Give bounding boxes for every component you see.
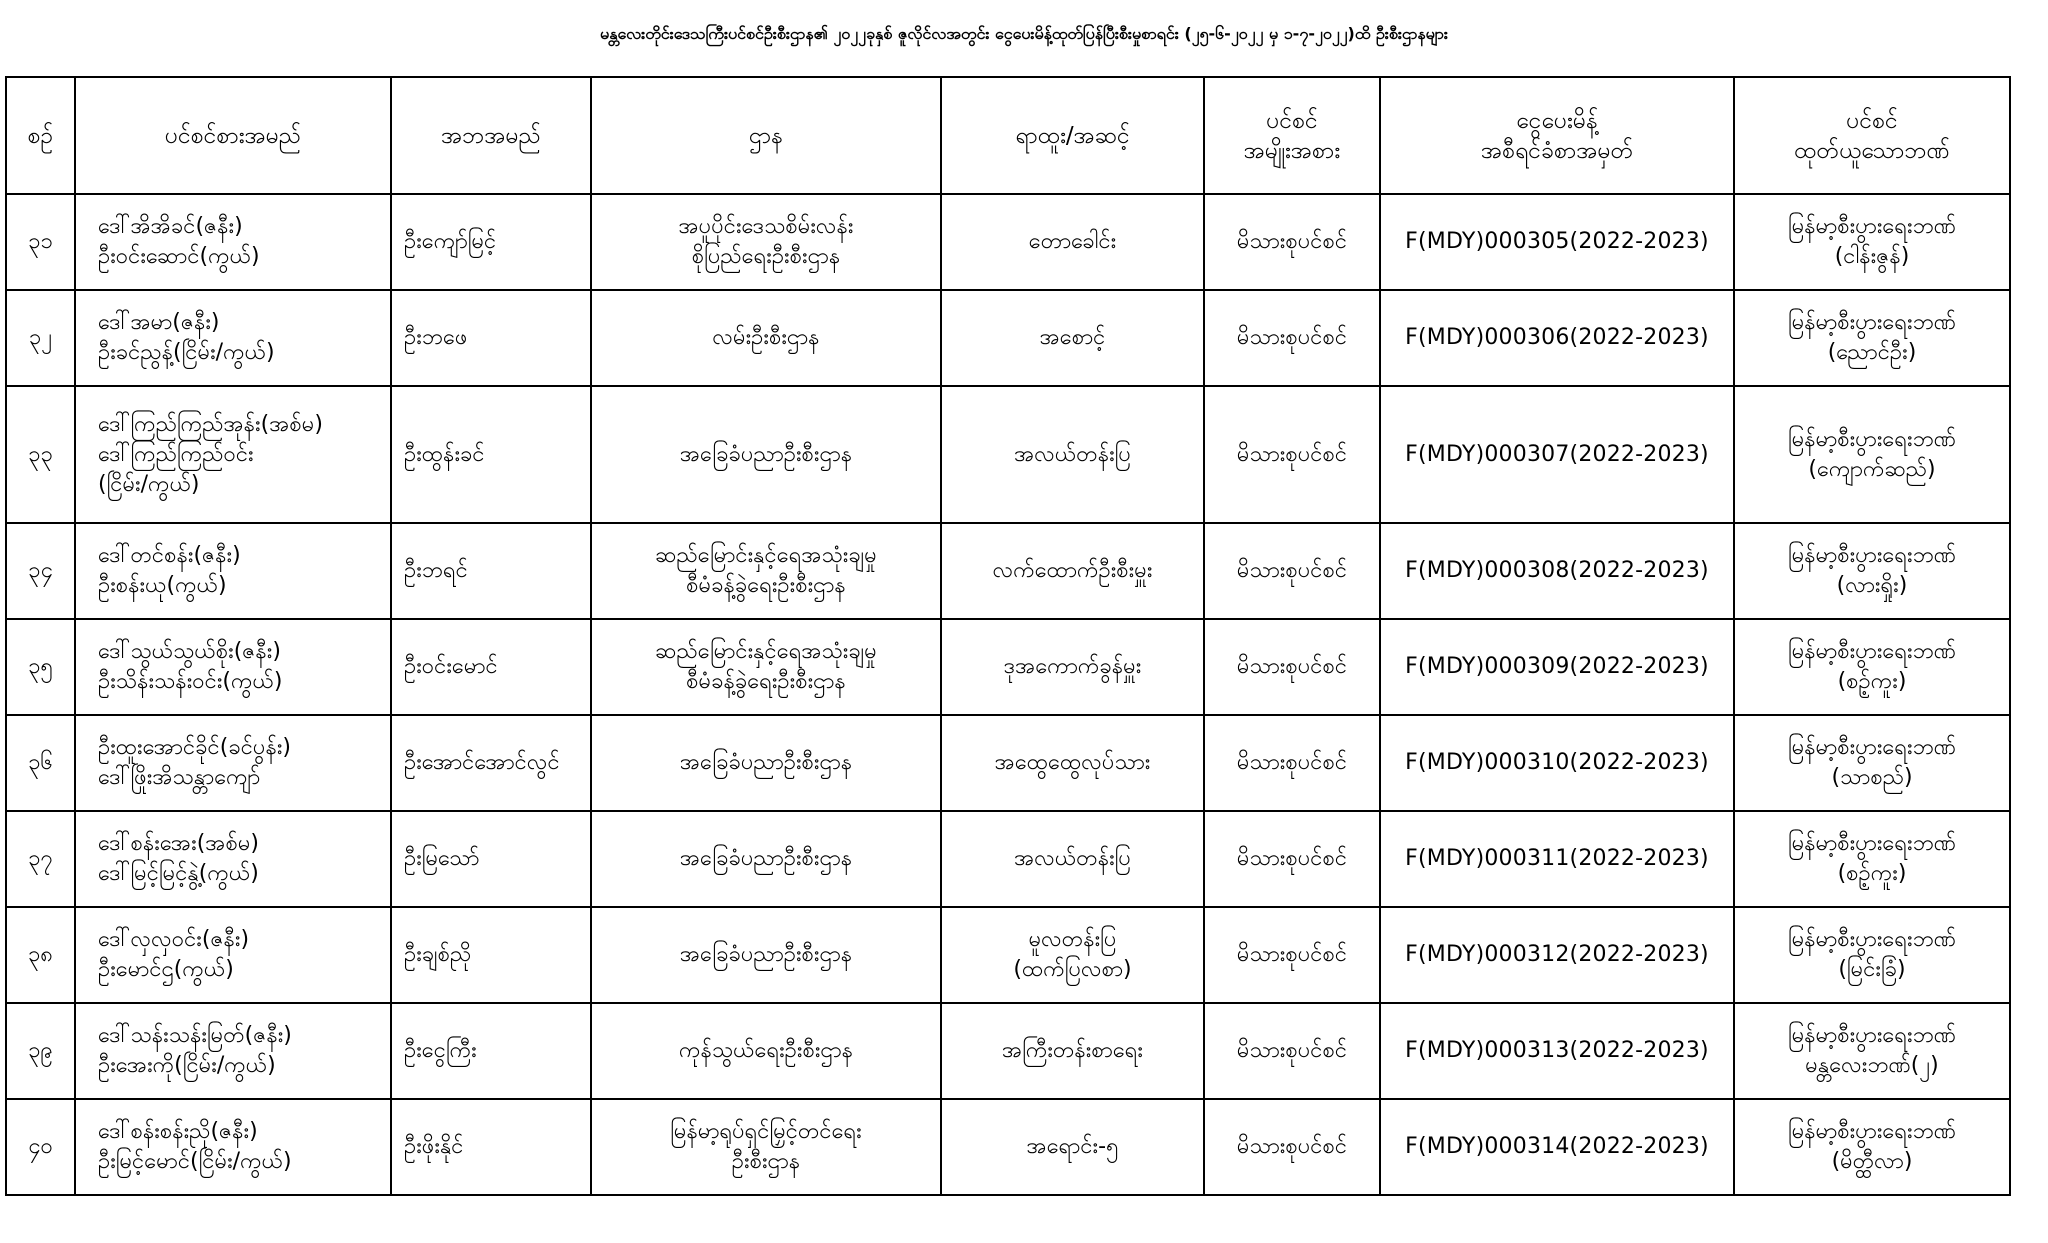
cell-pensioner-name xyxy=(75,907,391,1003)
cell-bank-line: မြန်မာ့စီးပွားရေးဘဏ် xyxy=(1788,543,1956,568)
cell-rank xyxy=(941,194,1204,290)
table-row xyxy=(6,386,2010,523)
cell-pensioner-name-line: ဦးခင်ညွန့်(ငြိမ်း/ကွယ်) xyxy=(98,340,275,365)
cell-pension-type-text: မိသားစုပင်စင် xyxy=(1236,846,1348,871)
cell-pensioner-name-line: ဒေါ်ဖြိုးအိသန္တာကျော် xyxy=(98,765,261,790)
cell-reg-no xyxy=(1380,290,1734,386)
cell-department xyxy=(591,619,941,715)
cell-pensioner-name-line: ဒေါ်တင်စန်း(ဇနီး) xyxy=(98,543,241,568)
cell-reg-no-text: F(MDY)000312(2022-2023) xyxy=(1405,942,1709,967)
cell-no xyxy=(6,523,75,619)
cell-rank-line: အရောင်း-၅ xyxy=(1026,1134,1119,1159)
cell-bank-line: မြန်မာ့စီးပွားရေးဘဏ် xyxy=(1788,927,1956,952)
cell-father-name xyxy=(391,907,591,1003)
cell-bank-line: မြန်မာ့စီးပွားရေးဘဏ် xyxy=(1788,310,1956,335)
cell-department-line: ဆည်မြောင်းနှင့်ရေအသုံးချမှု xyxy=(655,543,877,568)
cell-no-text: ၃၃ xyxy=(28,441,53,467)
cell-pension-type-text: မိသားစုပင်စင် xyxy=(1236,942,1348,967)
cell-no-text: ၃၈ xyxy=(28,942,53,967)
cell-department xyxy=(591,1099,941,1195)
cell-department xyxy=(591,194,941,290)
cell-reg-no-text: F(MDY)000306(2022-2023) xyxy=(1405,325,1709,350)
cell-reg-no xyxy=(1380,1099,1734,1195)
cell-department xyxy=(591,290,941,386)
cell-pensioner-name-line: (ငြိမ်း/ကွယ်) xyxy=(98,471,200,497)
cell-no-text: ၃၄ xyxy=(28,558,53,583)
cell-pension-type xyxy=(1204,811,1380,907)
table-row xyxy=(6,907,2010,1003)
cell-pension-type xyxy=(1204,290,1380,386)
table-row xyxy=(6,1099,2010,1195)
header-pension-type: ပင်စင် အမျိုးအစား xyxy=(1204,77,1380,194)
cell-pension-type-text: မိသားစုပင်စင် xyxy=(1236,441,1348,467)
cell-no xyxy=(6,907,75,1003)
cell-father-name-text: ဦးကျော်မြင့် xyxy=(404,229,497,254)
cell-bank-line: မြန်မာ့စီးပွားရေးဘဏ် xyxy=(1788,426,1956,452)
cell-rank-line: ဒုအကောက်ခွန်မှူး xyxy=(1003,654,1142,679)
cell-pension-type xyxy=(1204,194,1380,290)
cell-reg-no-text: F(MDY)000305(2022-2023) xyxy=(1405,229,1709,254)
table-row xyxy=(6,523,2010,619)
cell-no xyxy=(6,1003,75,1099)
cell-rank xyxy=(941,1099,1204,1195)
cell-pension-type xyxy=(1204,907,1380,1003)
cell-bank-line: (ကျောက်ဆည်) xyxy=(1808,456,1936,482)
table-row xyxy=(6,290,2010,386)
cell-department-line: အခြေခံပညာဦးစီးဌာန xyxy=(679,846,853,871)
cell-pensioner-name-line: ဦးဝင်းဆောင်(ကွယ်) xyxy=(98,244,260,269)
cell-bank xyxy=(1734,1003,2010,1099)
cell-father-name xyxy=(391,194,591,290)
cell-pension-type-text: မိသားစုပင်စင် xyxy=(1236,558,1348,583)
cell-no-text: ၄၀ xyxy=(28,1134,53,1159)
cell-rank-line: အလယ်တန်းပြ xyxy=(1014,846,1131,871)
cell-reg-no-text: F(MDY)000309(2022-2023) xyxy=(1405,654,1709,679)
header-department: ဌာန xyxy=(591,77,941,194)
cell-pension-type-text: မိသားစုပင်စင် xyxy=(1236,1038,1348,1063)
cell-reg-no-text: F(MDY)000311(2022-2023) xyxy=(1405,846,1709,871)
cell-pensioner-name-line: ဒေါ်စန်းစန်းညို(ဇနီး) xyxy=(98,1119,258,1144)
cell-rank-line: အထွေထွေလုပ်သား xyxy=(994,750,1151,775)
cell-rank xyxy=(941,386,1204,523)
cell-no xyxy=(6,386,75,523)
cell-no-text: ၃၁ xyxy=(28,229,53,254)
cell-department xyxy=(591,811,941,907)
cell-rank-line: တောခေါင်း xyxy=(1028,229,1117,254)
cell-father-name-text: ဦးဝင်းမောင် xyxy=(404,654,498,679)
cell-department xyxy=(591,715,941,811)
cell-department-line: အခြေခံပညာဦးစီးဌာန xyxy=(679,750,853,775)
cell-reg-no xyxy=(1380,715,1734,811)
cell-department xyxy=(591,1003,941,1099)
cell-pensioner-name xyxy=(75,386,391,523)
cell-department-line: မြန်မာ့ရုပ်ရှင်မြှင့်တင်ရေး xyxy=(670,1119,862,1144)
cell-bank-line: မြန်မာ့စီးပွားရေးဘဏ် xyxy=(1788,1023,1956,1048)
cell-bank xyxy=(1734,290,2010,386)
cell-department xyxy=(591,907,941,1003)
cell-rank xyxy=(941,907,1204,1003)
table-row xyxy=(6,619,2010,715)
cell-pension-type-text: မိသားစုပင်စင် xyxy=(1236,229,1348,254)
cell-pensioner-name-line: ဦးစန်းယု(ကွယ်) xyxy=(98,573,227,598)
header-no: စဉ် xyxy=(6,77,75,194)
cell-reg-no-text: F(MDY)000308(2022-2023) xyxy=(1405,558,1709,583)
cell-reg-no-text: F(MDY)000310(2022-2023) xyxy=(1405,750,1709,775)
cell-department xyxy=(591,523,941,619)
cell-rank xyxy=(941,811,1204,907)
cell-father-name xyxy=(391,1099,591,1195)
cell-pensioner-name-line: ဒေါ်သန်းသန်းမြတ်(ဇနီး) xyxy=(98,1023,292,1048)
cell-rank-line: အကြီးတန်းစာရေး xyxy=(1002,1038,1143,1063)
cell-father-name-text: ဦးဘဖေ xyxy=(404,325,468,350)
cell-bank-line: မြန်မာ့စီးပွားရေးဘဏ် xyxy=(1788,639,1956,664)
cell-rank xyxy=(941,619,1204,715)
cell-reg-no-text: F(MDY)000307(2022-2023) xyxy=(1405,441,1709,467)
table-row xyxy=(6,194,2010,290)
cell-reg-no xyxy=(1380,811,1734,907)
cell-reg-no xyxy=(1380,194,1734,290)
cell-bank-line: (လားရှိုး) xyxy=(1836,573,1908,598)
cell-father-name-text: ဦးဘရင် xyxy=(404,558,468,583)
table-row xyxy=(6,811,2010,907)
cell-bank-line: (သာစည်) xyxy=(1831,765,1913,790)
cell-pensioner-name-line: ဒေါ်လှလှဝင်း(ဇနီး) xyxy=(98,927,250,952)
cell-reg-no-text: F(MDY)000314(2022-2023) xyxy=(1405,1134,1709,1159)
cell-rank xyxy=(941,523,1204,619)
cell-department-line: ကုန်သွယ်ရေးဦးစီးဌာန xyxy=(678,1038,854,1063)
cell-rank xyxy=(941,290,1204,386)
header-bank: ပင်စင် ထုတ်ယူသောဘဏ် xyxy=(1734,77,2010,194)
cell-bank-line: (ညောင်ဦး) xyxy=(1827,340,1917,365)
cell-department-line: ဆည်မြောင်းနှင့်ရေအသုံးချမှု xyxy=(655,639,877,664)
cell-no-text: ၃၂ xyxy=(28,325,53,350)
cell-bank-line: (မြင်းခြံ) xyxy=(1838,957,1906,982)
cell-rank-line: မူလတန်းပြ xyxy=(1028,927,1117,952)
cell-father-name xyxy=(391,619,591,715)
cell-department-line: စိုပြည်ရေးဦးစီးဌာန xyxy=(691,244,841,269)
cell-pensioner-name xyxy=(75,523,391,619)
cell-rank xyxy=(941,715,1204,811)
cell-father-name-text: ဦးဖိုးနိုင် xyxy=(404,1134,464,1159)
cell-bank-line: မြန်မာ့စီးပွားရေးဘဏ် xyxy=(1788,214,1956,239)
cell-no-text: ၃၉ xyxy=(28,1038,53,1063)
cell-bank xyxy=(1734,1099,2010,1195)
cell-no xyxy=(6,619,75,715)
cell-pensioner-name-line: ဦးထူးအောင်ခိုင်(ခင်ပွန်း) xyxy=(98,735,292,760)
cell-department-line: စီမံခန့်ခွဲရေးဦးစီးဌာန xyxy=(686,669,846,694)
cell-pension-type-text: မိသားစုပင်စင် xyxy=(1236,325,1348,350)
cell-father-name xyxy=(391,386,591,523)
cell-pensioner-name xyxy=(75,1003,391,1099)
cell-pensioner-name-line: ဒေါ်ကြည်ကြည်အုန်း(အစ်မ) xyxy=(98,411,323,437)
cell-bank-line: မြန်မာ့စီးပွားရေးဘဏ် xyxy=(1788,1119,1956,1144)
cell-father-name xyxy=(391,811,591,907)
cell-department-line: အခြေခံပညာဦးစီးဌာန xyxy=(679,942,853,967)
cell-rank-line: (ထက်ပြလစာ) xyxy=(1013,957,1132,982)
cell-bank-line: (စဉ့်ကူး) xyxy=(1837,669,1907,694)
cell-pensioner-name xyxy=(75,194,391,290)
cell-father-name xyxy=(391,290,591,386)
pension-table xyxy=(5,76,2011,1196)
cell-bank xyxy=(1734,811,2010,907)
table-row xyxy=(6,1003,2010,1099)
page-title: မန္တလေးတိုင်းဒေသကြီးပင်စင်ဦးစီးဌာန၏ ၂၀၂၂ခုနှစ် ဇူလိုင်လအတွင်း ငွေပေးမိန့်ထုတ်ပြန်ပြီးစီးမှုစာရင်း (၂၅-၆-၂၀၂၂ မှ ၁-၇-၂၀၂၂)ထိ ဦးစီးဌာနများ xyxy=(600,24,1448,43)
cell-bank xyxy=(1734,194,2010,290)
cell-no xyxy=(6,1099,75,1195)
cell-pensioner-name-line: ဒေါ်စန်းအေး(အစ်မ) xyxy=(98,831,260,856)
cell-pensioner-name-line: ဦးသိန်းသန်းဝင်း(ကွယ်) xyxy=(98,669,283,694)
cell-bank-line: (စဉ့်ကူး) xyxy=(1837,861,1907,886)
cell-pensioner-name xyxy=(75,1099,391,1195)
header-name: ပင်စင်စားအမည် xyxy=(75,77,391,194)
cell-bank-line: မြန်မာ့စီးပွားရေးဘဏ် xyxy=(1788,831,1956,856)
cell-pension-type-text: မိသားစုပင်စင် xyxy=(1236,750,1348,775)
cell-department-line: လမ်းဦးစီးဌာန xyxy=(712,325,820,350)
cell-no-text: ၃၆ xyxy=(28,750,53,775)
cell-father-name-text: ဦးငွေကြီး xyxy=(404,1038,477,1063)
cell-department-line: အခြေခံပညာဦးစီးဌာန xyxy=(679,441,853,467)
table-row xyxy=(6,715,2010,811)
cell-pensioner-name xyxy=(75,715,391,811)
cell-pensioner-name-line: ဦးမြင့်မောင်(ငြိမ်း/ကွယ်) xyxy=(98,1149,292,1174)
cell-reg-no xyxy=(1380,523,1734,619)
cell-pensioner-name xyxy=(75,290,391,386)
cell-pension-type xyxy=(1204,1099,1380,1195)
cell-father-name-text: ဦးအောင်အောင်လွင် xyxy=(404,750,560,775)
cell-father-name xyxy=(391,523,591,619)
cell-bank-line: မန္တလေးဘဏ်(၂) xyxy=(1805,1053,1939,1078)
cell-pensioner-name-line: ဒေါ်မြင့်မြင့်နွဲ့(ကွယ်) xyxy=(98,861,259,886)
cell-father-name-text: ဦးချစ်ညို xyxy=(404,942,472,967)
cell-no xyxy=(6,290,75,386)
cell-pension-type xyxy=(1204,1003,1380,1099)
cell-rank xyxy=(941,1003,1204,1099)
cell-department-line: စီမံခန့်ခွဲရေးဦးစီးဌာန xyxy=(686,573,846,598)
table-body xyxy=(6,194,2010,1195)
cell-reg-no xyxy=(1380,386,1734,523)
cell-department xyxy=(591,386,941,523)
cell-rank-line: လက်ထောက်ဦးစီးမှူး xyxy=(992,558,1153,583)
cell-reg-no xyxy=(1380,907,1734,1003)
cell-rank-line: အလယ်တန်းပြ xyxy=(1014,441,1131,467)
cell-bank-line: မြန်မာ့စီးပွားရေးဘဏ် xyxy=(1788,735,1956,760)
cell-department-line: ဦးစီးဌာန xyxy=(731,1149,801,1174)
cell-pensioner-name xyxy=(75,811,391,907)
cell-father-name xyxy=(391,1003,591,1099)
cell-no xyxy=(6,715,75,811)
cell-department-line: အပူပိုင်းဒေသစိမ်းလန်း xyxy=(678,214,854,239)
header-reg-no: ငွေပေးမိန့် အစီရင်ခံစာအမှတ် xyxy=(1380,77,1734,194)
cell-rank-line: အစောင့် xyxy=(1039,325,1106,350)
cell-father-name-text: ဦးထွန်းခင် xyxy=(404,441,485,467)
cell-pension-type-text: မိသားစုပင်စင် xyxy=(1236,1134,1348,1159)
cell-pension-type xyxy=(1204,619,1380,715)
cell-pension-type xyxy=(1204,715,1380,811)
cell-pension-type xyxy=(1204,523,1380,619)
cell-bank xyxy=(1734,386,2010,523)
cell-pensioner-name-line: ဒေါ်အိအိခင်(ဇနီး) xyxy=(98,214,243,239)
cell-pension-type xyxy=(1204,386,1380,523)
cell-pensioner-name-line: ဒေါ်ကြည်ကြည်ဝင်း xyxy=(98,441,254,467)
cell-bank-line: (မိတ္ထီလာ) xyxy=(1831,1149,1913,1174)
cell-no-text: ၃၅ xyxy=(28,654,53,679)
cell-pensioner-name xyxy=(75,619,391,715)
cell-bank xyxy=(1734,715,2010,811)
cell-no-text: ၃၇ xyxy=(28,846,53,871)
cell-reg-no xyxy=(1380,1003,1734,1099)
cell-bank xyxy=(1734,619,2010,715)
cell-pensioner-name-line: ဒေါ်သွယ်သွယ်စိုး(ဇနီး) xyxy=(98,639,281,664)
cell-pensioner-name-line: ဒေါ်အမာ(ဇနီး) xyxy=(98,310,220,335)
cell-reg-no-text: F(MDY)000313(2022-2023) xyxy=(1405,1038,1709,1063)
cell-no xyxy=(6,194,75,290)
cell-pension-type-text: မိသားစုပင်စင် xyxy=(1236,654,1348,679)
cell-father-name-text: ဦးမြသော် xyxy=(404,846,480,871)
cell-pensioner-name-line: ဦးအေးကို(ငြိမ်း/ကွယ်) xyxy=(98,1053,276,1078)
cell-bank xyxy=(1734,523,2010,619)
cell-bank-line: (ငါန်းဇွန်) xyxy=(1834,244,1910,269)
cell-reg-no xyxy=(1380,619,1734,715)
header-father: အဘအမည် xyxy=(391,77,591,194)
cell-no xyxy=(6,811,75,907)
table-header-row xyxy=(6,77,2010,194)
cell-bank xyxy=(1734,907,2010,1003)
header-rank: ရာထူး/အဆင့် xyxy=(941,77,1204,194)
cell-father-name xyxy=(391,715,591,811)
cell-pensioner-name-line: ဦးမောင်ဌ(ကွယ်) xyxy=(98,957,234,982)
